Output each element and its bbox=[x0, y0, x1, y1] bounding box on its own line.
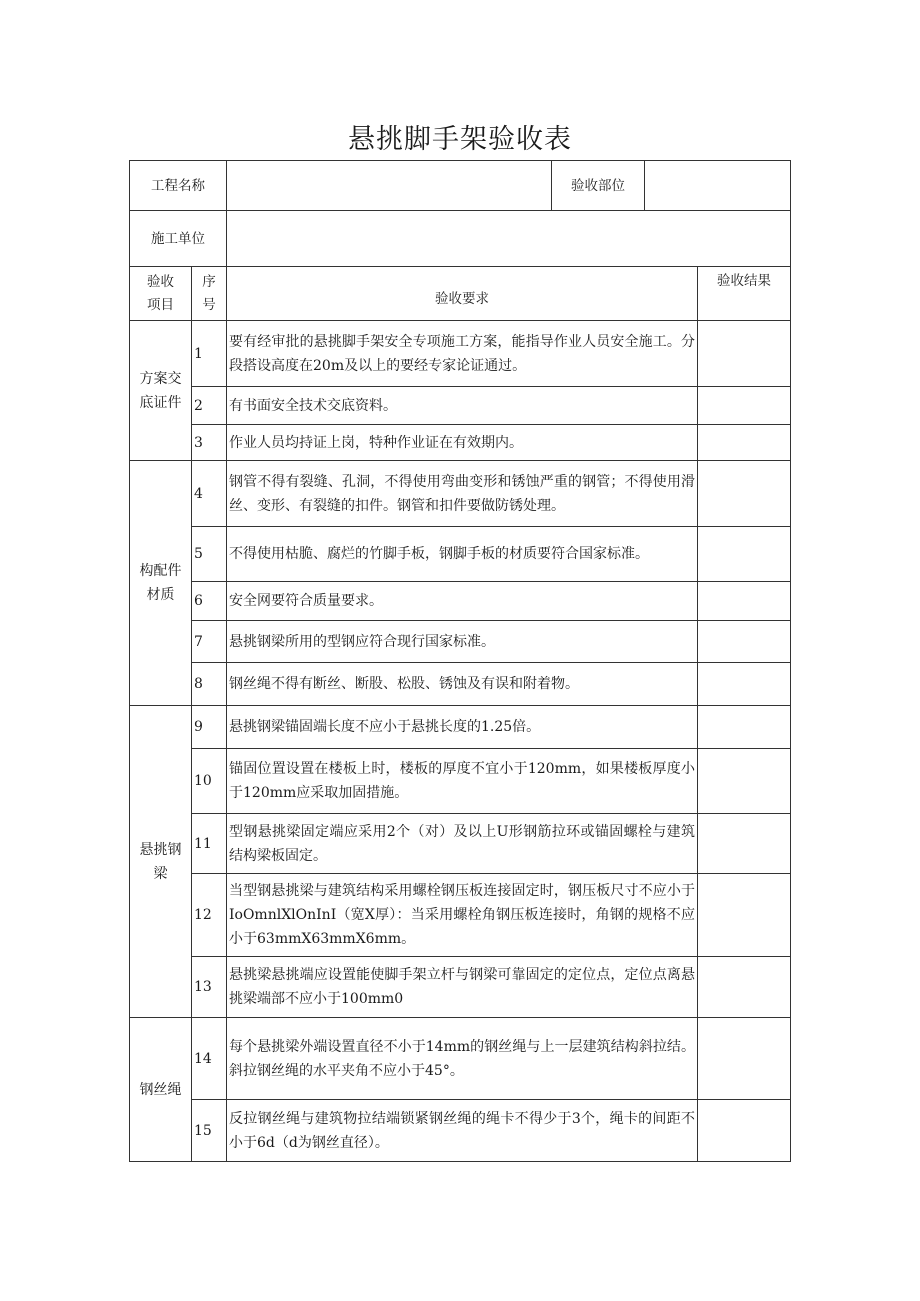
table-row bbox=[130, 957, 791, 1018]
row-number: 10 bbox=[192, 749, 227, 814]
project-name-label: 工程名称 bbox=[130, 161, 227, 211]
row-result-field[interactable] bbox=[698, 957, 791, 1018]
table-row bbox=[130, 874, 791, 957]
project-name-field[interactable] bbox=[227, 161, 552, 211]
row-number: 2 bbox=[192, 387, 227, 425]
table-row bbox=[130, 582, 791, 621]
acceptance-table bbox=[129, 160, 791, 1162]
table-row bbox=[130, 814, 791, 874]
row-result-field[interactable] bbox=[698, 387, 791, 425]
row-requirement: 有书面安全技术交底资料。 bbox=[227, 387, 698, 425]
row-number: 13 bbox=[192, 957, 227, 1018]
category-cantilever-steel-beam: 悬挑钢 梁 bbox=[130, 706, 192, 1018]
row-requirement: 悬挑梁悬挑端应设置能使脚手架立杆与钢梁可靠固定的定位点，定位点离悬挑梁端部不应小于100mm0 bbox=[227, 957, 698, 1018]
table-row bbox=[130, 387, 791, 425]
table-row bbox=[130, 621, 791, 663]
col-header-result: 验收结果 bbox=[698, 267, 791, 321]
row-result-field[interactable] bbox=[698, 749, 791, 814]
row-result-field[interactable] bbox=[698, 321, 791, 387]
row-requirement: 作业人员均持证上岗，特种作业证在有效期内。 bbox=[227, 425, 698, 461]
row-requirement: 钢管不得有裂缝、孔洞，不得使用弯曲变形和锈蚀严重的钢管；不得使用滑丝、变形、有裂缝的扣件。钢管和扣件要做防锈处理。 bbox=[227, 461, 698, 527]
row-number: 14 bbox=[192, 1018, 227, 1100]
row-requirement: 安全网要符合质量要求。 bbox=[227, 582, 698, 621]
row-requirement: 悬挑钢梁所用的型钢应符合现行国家标准。 bbox=[227, 621, 698, 663]
row-number: 12 bbox=[192, 874, 227, 957]
row-requirement: 悬挑钢梁锚固端长度不应小于悬挑长度的1.25倍。 bbox=[227, 706, 698, 749]
row-requirement: 每个悬挑梁外端设置直径不小于14mm的钢丝绳与上一层建筑结构斜拉结。斜拉钢丝绳的水平夹角不应小于45°。 bbox=[227, 1018, 698, 1100]
row-requirement: 反拉钢丝绳与建筑物拉结端锁紧钢丝绳的绳卡不得少于3个，绳卡的间距不小于6d（d为钢丝直径）。 bbox=[227, 1100, 698, 1162]
row-requirement: 型钢悬挑梁固定端应采用2个（对）及以上U形钢筋拉环或锚固螺栓与建筑结构梁板固定。 bbox=[227, 814, 698, 874]
row-number: 8 bbox=[192, 663, 227, 706]
table-row bbox=[130, 1018, 791, 1100]
contractor-field[interactable] bbox=[227, 211, 791, 267]
row-requirement: 锚固位置设置在楼板上时，楼板的厚度不宜小于120mm，如果楼板厚度小于120mm应采取加固措施。 bbox=[227, 749, 698, 814]
row-requirement: 钢丝绳不得有断丝、断股、松股、锈蚀及有误和附着物。 bbox=[227, 663, 698, 706]
table-row bbox=[130, 1100, 791, 1162]
table-row bbox=[130, 425, 791, 461]
row-number: 6 bbox=[192, 582, 227, 621]
table-row bbox=[130, 527, 791, 582]
row-requirement: 当型钢悬挑梁与建筑结构采用螺栓钢压板连接固定时，钢压板尺寸不应小于IoOmnlXlOnInI（宽X厚）：当采用螺栓角钢压板连接时，角钢的规格不应小于63mmX63mmX6mm。 bbox=[227, 874, 698, 957]
table-row bbox=[130, 749, 791, 814]
category-plan-certificates: 方案交 底证件 bbox=[130, 321, 192, 461]
row-number: 11 bbox=[192, 814, 227, 874]
row-result-field[interactable] bbox=[698, 527, 791, 582]
row-result-field[interactable] bbox=[698, 1018, 791, 1100]
row-number: 15 bbox=[192, 1100, 227, 1162]
row-result-field[interactable] bbox=[698, 582, 791, 621]
row-number: 5 bbox=[192, 527, 227, 582]
row-result-field[interactable] bbox=[698, 663, 791, 706]
row-number: 7 bbox=[192, 621, 227, 663]
row-requirement: 不得使用枯脆、腐烂的竹脚手板，钢脚手板的材质要符合国家标准。 bbox=[227, 527, 698, 582]
row-number: 3 bbox=[192, 425, 227, 461]
row-result-field[interactable] bbox=[698, 461, 791, 527]
table-row bbox=[130, 461, 791, 527]
row-result-field[interactable] bbox=[698, 706, 791, 749]
acceptance-part-label: 验收部位 bbox=[552, 161, 645, 211]
category-wire-rope: 钢丝绳 bbox=[130, 1018, 192, 1162]
category-component-materials: 构配件 材质 bbox=[130, 461, 192, 706]
row-requirement: 要有经审批的悬挑脚手架安全专项施工方案，能指导作业人员安全施工。分段搭设高度在20m及以上的要经专家论证通过。 bbox=[227, 321, 698, 387]
row-result-field[interactable] bbox=[698, 621, 791, 663]
table-row bbox=[130, 321, 791, 387]
contractor-label: 施工单位 bbox=[130, 211, 227, 267]
row-result-field[interactable] bbox=[698, 425, 791, 461]
table-row bbox=[130, 706, 791, 749]
col-header-requirement: 验收要求 bbox=[227, 267, 698, 321]
row-result-field[interactable] bbox=[698, 1100, 791, 1162]
col-header-item: 验收 项目 bbox=[130, 267, 192, 321]
page-title: 悬挑脚手架验收表 bbox=[348, 124, 572, 155]
row-result-field[interactable] bbox=[698, 874, 791, 957]
col-header-seq: 序 号 bbox=[192, 267, 227, 321]
row-number: 9 bbox=[192, 706, 227, 749]
row-result-field[interactable] bbox=[698, 814, 791, 874]
acceptance-part-field[interactable] bbox=[645, 161, 791, 211]
table-row bbox=[130, 663, 791, 706]
row-number: 4 bbox=[192, 461, 227, 527]
row-number: 1 bbox=[192, 321, 227, 387]
